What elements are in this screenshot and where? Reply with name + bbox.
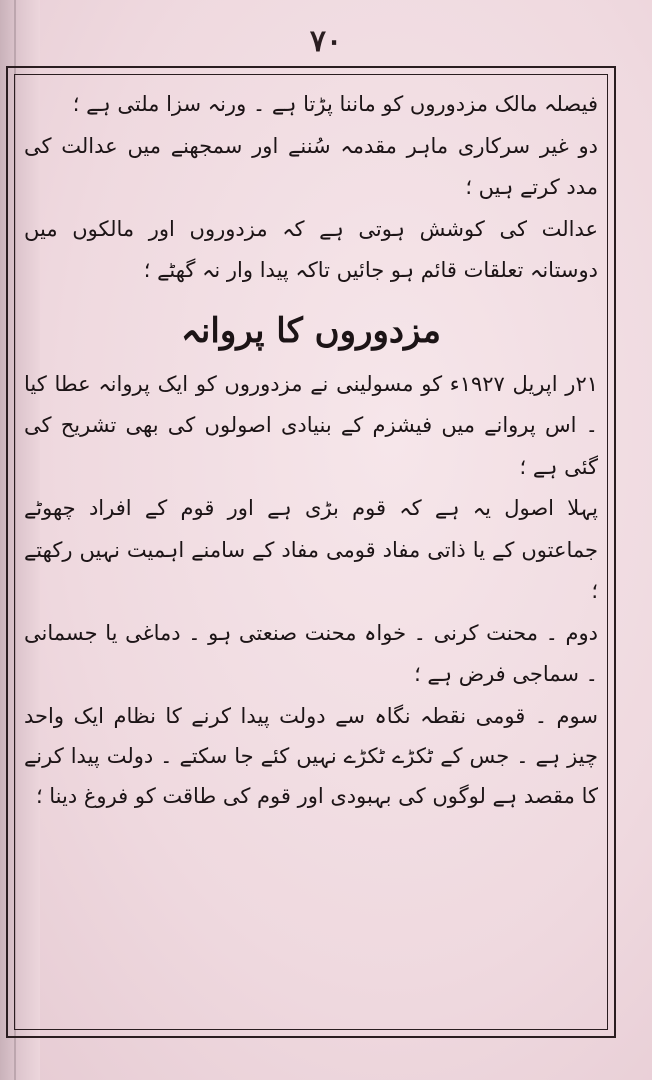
page-number: ۷۰ (309, 24, 343, 59)
paragraph-second-principle: دوم ۔ محنت کرنی ۔ خواہ محنت صنعتی ہو ۔ دماغی یا جسمانی ۔ سماجی فرض ہے ؛ (24, 620, 598, 686)
page-text (22, 84, 604, 1020)
paragraph-court-effort: عدالت کی کوشش ہوتی ہے کہ مزدوروں اور مالکوں میں دوستانہ تعلقات قائم ہو جائیں تاکہ پیدا وار نہ گھٹے ؛ (24, 216, 598, 282)
paragraph-charter: ۲۱ر اپریل ۱۹۲۷ء کو مسولینی نے مزدوروں کو ایک پروانہ عطا کیا ۔ اس پروانے میں فیشزم کے بنیادی اصولوں کی بھی تشریح کی گئی ہے ؛ (24, 371, 598, 479)
paragraph-first-principle: پہلا اصول یہ ہے کہ قوم بڑی ہے اور قوم کے افراد چھوٹے جماعتوں کے یا ذاتی مفاد قومی مفاد کے سامنے اہمیت نہیں رکھتے ؛ (24, 496, 598, 603)
paragraph-experts: دو غیر سرکاری ماہر مقدمہ سُننے اور سمجھنے میں عدالت کی مدد کرتے ہیں ؛ (24, 133, 598, 199)
paragraph-third-principle: سوم ۔ قومی نقطہ نگاہ سے دولت پیدا کرنے کا نظام ایک واحد چیز ہے ۔ جس کے ٹکڑے ٹکڑے نہیں کئے جا سکتے ۔ دولت پیدا کرنے کا مقصد ہے لوگوں کی بہبودی اور قوم کی طاقت کو فروغ دینا ؛ (24, 703, 598, 808)
section-heading: مزدوروں کا پروانہ (180, 310, 442, 351)
paragraph-verdict: فیصلہ مالک مزدوروں کو ماننا پڑتا ہے ۔ ورنہ سزا ملتی ہے ؛ (72, 92, 598, 116)
